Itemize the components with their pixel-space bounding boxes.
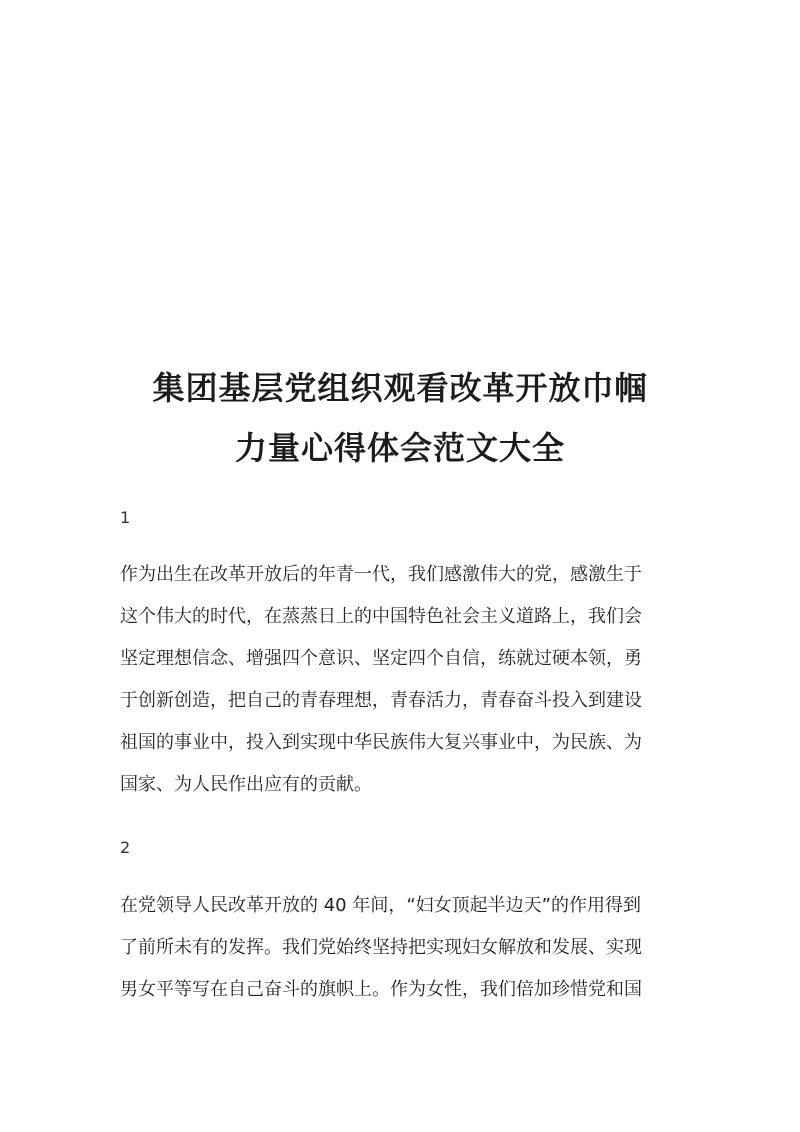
section-1-paragraph: [120, 554, 680, 806]
paragraph-line: 作为出生在改革开放后的年青一代，我们感激伟大的党，感激生于: [120, 564, 642, 585]
paragraph-line: 这个伟大的时代，在蒸蒸日上的中国特色社会主义道路上，我们会: [120, 606, 642, 627]
title-line-2: 力量心得体会范文大全: [234, 429, 565, 467]
paragraph-line: 坚定理想信念、增强四个意识、坚定四个自信，练就过硬本领，勇: [120, 648, 642, 669]
title-line-1: 集团基层党组织观看改革开放巾帼: [152, 369, 648, 407]
section-2-paragraph: [120, 885, 680, 1011]
paragraph-line: 男女平等写在自己奋斗的旗帜上。作为女性，我们倍加珍惜党和国: [120, 979, 642, 1000]
paragraph-line: 了前所未有的发挥。我们党始终坚持把实现妇女解放和发展、实现: [120, 937, 642, 958]
document-title: [100, 358, 700, 478]
paragraph-line: 国家、为人民作出应有的贡献。: [120, 774, 372, 795]
section-number-2: 2: [120, 838, 131, 857]
paragraph-line: 在党领导人民改革开放的 40 年间，“妇女顶起半边天”的作用得到: [120, 895, 641, 916]
paragraph-line: 于创新创造，把自己的青春理想，青春活力，青春奋斗投入到建设: [120, 690, 642, 711]
section-number-1: 1: [120, 508, 131, 527]
paragraph-line: 祖国的事业中，投入到实现中华民族伟大复兴事业中，为民族、为: [120, 732, 642, 753]
